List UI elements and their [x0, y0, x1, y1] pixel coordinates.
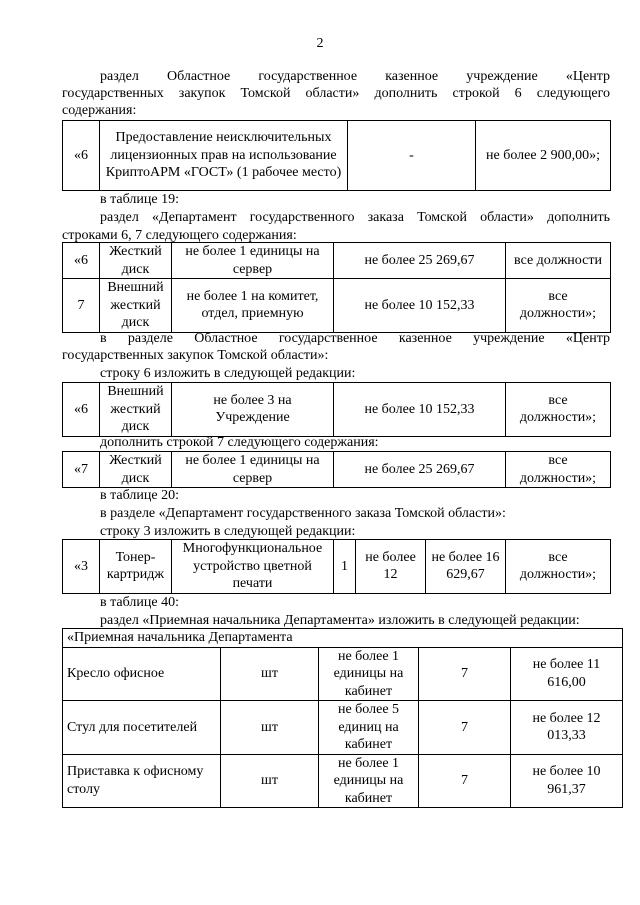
section-ogku-line-3: строку 6 изложить в следующей редакции: — [100, 366, 356, 381]
row-number: 7 — [63, 279, 100, 333]
table-2 — [62, 242, 611, 333]
row-number: «6 — [63, 243, 100, 279]
row-number: «6 — [63, 121, 100, 191]
item-name: Жесткий диск — [100, 452, 172, 488]
item-quantity: не более 1 единицы на кабинет — [319, 754, 419, 808]
section-ogku-line-1: в разделе Областное государственное казенное учреждение «Центр — [100, 331, 610, 346]
item-name: Внешний жесткий диск — [100, 279, 172, 333]
intro-line-3: содержания: — [62, 103, 137, 118]
item-positions: все должности — [506, 243, 611, 279]
add-row-7-text: дополнить строкой 7 следующего содержания: — [100, 435, 379, 450]
row-number: «3 — [63, 540, 100, 594]
row-number: «6 — [63, 383, 100, 437]
item-name: Кресло офисное — [63, 647, 221, 701]
table-4 — [62, 451, 611, 488]
section-20-line-1: в разделе «Департамент государственного заказа Томской области»: — [100, 506, 506, 521]
item-price: не более 10 961,37 — [511, 754, 623, 808]
section-19-line-2: строками 6, 7 следующего содержания: — [62, 228, 297, 243]
item-price: не более 16 629,67 — [426, 540, 506, 594]
item-unit: шт — [221, 701, 319, 755]
item-quantity: - — [348, 121, 476, 191]
item-quantity: не более 1 единицы на кабинет — [319, 647, 419, 701]
item-price: не более 10 152,33 — [334, 279, 506, 333]
item-name: Жесткий диск — [100, 243, 172, 279]
item-count: 1 — [334, 540, 356, 594]
item-positions: все должности»; — [506, 540, 611, 594]
table-6 — [62, 628, 623, 808]
item-quantity: не более 1 единицы на сервер — [172, 243, 334, 279]
item-name: Предоставление неисключительных лицензионных прав на использование КриптоАРМ «ГОСТ» (1 рабочее место) — [100, 121, 348, 191]
item-name: Приставка к офисному столу — [63, 754, 221, 808]
table-row — [63, 647, 623, 701]
item-positions: все должности»; — [506, 279, 611, 333]
item-price: не более 25 269,67 — [334, 243, 506, 279]
item-quantity: не более 1 на комитет, отдел, приемную — [172, 279, 334, 333]
intro-line-2: государственных закупок Томской области» дополнить строкой 6 следующего — [62, 86, 610, 101]
item-quantity: не более 1 единицы на сервер — [172, 452, 334, 488]
item-price: не более 11 616,00 — [511, 647, 623, 701]
section-40-line-1: раздел «Приемная начальника Департамента» изложить в следующей редакции: — [100, 613, 580, 628]
item-years: 7 — [419, 701, 511, 755]
item-quantity: не более 5 единиц на кабинет — [319, 701, 419, 755]
table-row — [63, 121, 611, 191]
row-number: «7 — [63, 452, 100, 488]
page-number: 2 — [316, 36, 324, 51]
table-row — [63, 754, 623, 808]
item-price: не более 2 900,00»; — [476, 121, 611, 191]
table-1 — [62, 120, 611, 191]
section-40-heading: в таблице 40: — [100, 595, 179, 610]
item-quantity: не более 3 на Учреждение — [172, 383, 334, 437]
intro-line-1: раздел Областное государственное казенное учреждение «Центр — [100, 69, 610, 84]
table-3 — [62, 382, 611, 437]
table-row — [63, 452, 611, 488]
item-quantity: не более 12 — [356, 540, 426, 594]
section-title: «Приемная начальника Департамента — [63, 629, 623, 648]
table-row — [63, 383, 611, 437]
section-19-line-1: раздел «Департамент государственного заказа Томской области» дополнить — [100, 210, 610, 225]
item-unit: шт — [221, 754, 319, 808]
table-row — [63, 243, 611, 279]
item-name: Внешний жесткий диск — [100, 383, 172, 437]
table-header-row — [63, 629, 623, 648]
item-description: Многофункциональное устройство цветной печати — [172, 540, 334, 594]
section-20-heading: в таблице 20: — [100, 488, 179, 503]
table-row — [63, 540, 611, 594]
item-price: не более 25 269,67 — [334, 452, 506, 488]
item-years: 7 — [419, 754, 511, 808]
item-price: не более 10 152,33 — [334, 383, 506, 437]
section-19-heading: в таблице 19: — [100, 192, 179, 207]
table-row — [63, 701, 623, 755]
item-positions: все должности»; — [506, 452, 611, 488]
section-ogku-line-2: государственных закупок Томской области»: — [62, 348, 329, 363]
item-positions: все должности»; — [506, 383, 611, 437]
item-name: Стул для посетителей — [63, 701, 221, 755]
item-name: Тонер-картридж — [100, 540, 172, 594]
table-row — [63, 279, 611, 333]
item-price: не более 12 013,33 — [511, 701, 623, 755]
item-years: 7 — [419, 647, 511, 701]
section-20-line-2: строку 3 изложить в следующей редакции: — [100, 524, 356, 539]
table-5 — [62, 539, 611, 594]
item-unit: шт — [221, 647, 319, 701]
